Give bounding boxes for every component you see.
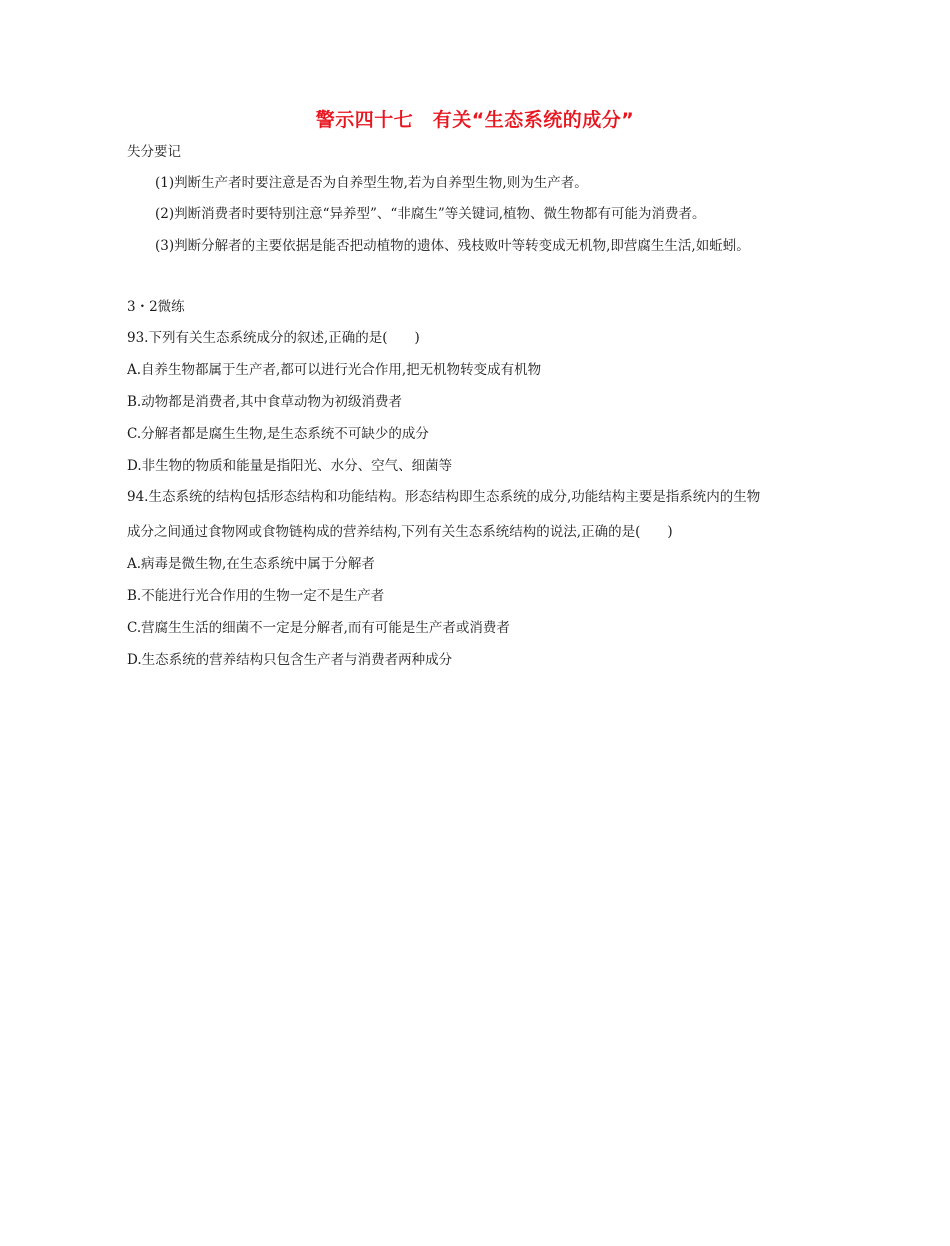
tip-item-3: (3)判断分解者的主要依据是能否把动植物的遗体、残枝败叶等转变成无机物,即营腐生生活,如蚯蚓。 [155, 238, 750, 254]
question-94-stem-line-1: 94.生态系统的结构包括形态结构和功能结构。形态结构即生态系统的成分,功能结构主要是指系统内的生物 [127, 489, 761, 505]
question-94-option-c: C.营腐生生活的细菌不一定是分解者,而有可能是生产者或消费者 [127, 620, 510, 636]
page-title: 警示四十七 有关“生态系统的成分” [315, 109, 635, 131]
question-93-option-a: A.自养生物都属于生产者,都可以进行光合作用,把无机物转变成有机物 [127, 362, 542, 378]
tips-heading: 失分要记 [127, 144, 181, 160]
tip-item-2: (2)判断消费者时要特别注意“异养型”、“非腐生”等关键词,植物、微生物都有可能为消费者。 [155, 206, 706, 222]
practice-heading: 3・2微练 [127, 299, 185, 315]
question-94-stem-line-2: 成分之间通过食物网或食物链构成的营养结构,下列有关生态系统结构的说法,正确的是( ) [127, 524, 673, 540]
question-93-option-d: D.非生物的物质和能量是指阳光、水分、空气、细菌等 [127, 458, 453, 474]
question-93-stem: 93.下列有关生态系统成分的叙述,正确的是( ) [127, 330, 420, 346]
question-94-option-a: A.病毒是微生物,在生态系统中属于分解者 [127, 556, 375, 572]
question-94-option-d: D.生态系统的营养结构只包含生产者与消费者两种成分 [127, 652, 453, 668]
question-93-option-c: C.分解者都是腐生生物,是生态系统不可缺少的成分 [127, 426, 429, 442]
tip-item-1: (1)判断生产者时要注意是否为自养型生物,若为自养型生物,则为生产者。 [155, 175, 588, 191]
question-93-option-b: B.动物都是消费者,其中食草动物为初级消费者 [127, 394, 403, 410]
question-94-option-b: B.不能进行光合作用的生物一定不是生产者 [127, 588, 385, 604]
